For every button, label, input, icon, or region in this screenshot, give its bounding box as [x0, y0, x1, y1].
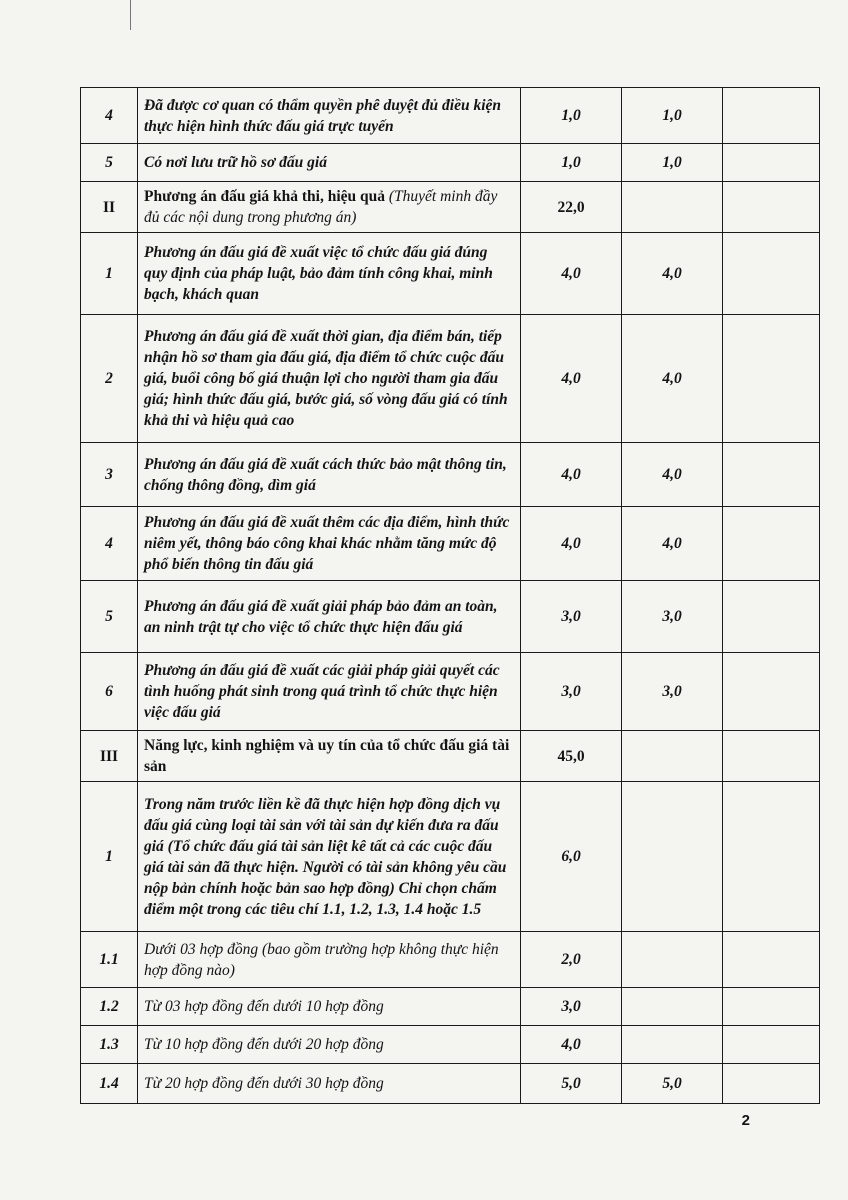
table-row — [81, 731, 820, 782]
empty-cell — [723, 653, 820, 731]
table-row — [81, 507, 820, 581]
empty-cell — [723, 731, 820, 782]
criterion-text: Có nơi lưu trữ hồ sơ đấu giá — [138, 144, 521, 182]
max-score: 4,0 — [521, 233, 622, 315]
row-number: 1 — [81, 233, 138, 315]
table-row — [81, 144, 820, 182]
criterion-text: Phương án đấu giá đề xuất giải pháp bảo đảm an toàn, an ninh trật tự cho việc tổ chức thực hiện đấu giá — [138, 581, 521, 653]
criterion-text: Từ 03 hợp đồng đến dưới 10 hợp đồng — [138, 988, 521, 1026]
max-score: 22,0 — [521, 182, 622, 233]
section-title-text: Phương án đấu giá khả thi, hiệu quả — [144, 188, 386, 205]
empty-cell — [723, 782, 820, 932]
table-row — [81, 653, 820, 731]
given-score: 4,0 — [622, 443, 723, 507]
section-title — [138, 182, 521, 233]
given-score — [622, 182, 723, 233]
criteria-table — [80, 87, 820, 1104]
row-number: 5 — [81, 144, 138, 182]
section-note: (Thuyết minh đầy đủ các nội dung trong phương án) — [144, 188, 498, 226]
empty-cell — [723, 315, 820, 443]
empty-cell — [723, 88, 820, 144]
table-row — [81, 988, 820, 1026]
criterion-text: Đã được cơ quan có thẩm quyền phê duyệt đủ điều kiện thực hiện hình thức đấu giá trực tuyến — [138, 88, 521, 144]
criterion-text: Phương án đấu giá đề xuất thêm các địa điểm, hình thức niêm yết, thông báo công khai khác nhằm tăng mức độ phổ biến thông tin đấu giá — [138, 507, 521, 581]
max-score: 4,0 — [521, 443, 622, 507]
table-row — [81, 1026, 820, 1064]
max-score: 4,0 — [521, 315, 622, 443]
empty-cell — [723, 1064, 820, 1104]
given-score — [622, 731, 723, 782]
empty-cell — [723, 443, 820, 507]
max-score: 1,0 — [521, 144, 622, 182]
table-row — [81, 581, 820, 653]
given-score: 5,0 — [622, 1064, 723, 1104]
row-number: 4 — [81, 507, 138, 581]
table-row — [81, 443, 820, 507]
given-score: 1,0 — [622, 88, 723, 144]
given-score — [622, 1026, 723, 1064]
row-number: 2 — [81, 315, 138, 443]
max-score: 4,0 — [521, 507, 622, 581]
row-number: 3 — [81, 443, 138, 507]
table-row — [81, 782, 820, 932]
empty-cell — [723, 988, 820, 1026]
given-score: 1,0 — [622, 144, 723, 182]
empty-cell — [723, 233, 820, 315]
criterion-text: Từ 10 hợp đồng đến dưới 20 hợp đồng — [138, 1026, 521, 1064]
row-number: 1.3 — [81, 1026, 138, 1064]
given-score: 3,0 — [622, 581, 723, 653]
empty-cell — [723, 1026, 820, 1064]
row-number: 1.1 — [81, 932, 138, 988]
max-score: 3,0 — [521, 653, 622, 731]
criterion-text: Trong năm trước liền kề đã thực hiện hợp đồng dịch vụ đấu giá cùng loại tài sản với tài sản dự kiến đưa ra đấu giá (Tổ chức đấu giá tài sản liệt kê tất cả các cuộc đấu giá tài sản đã thực hiện. Người có tài sản không yêu cầu nộp bản chính hoặc bản sao hợp đồng) Chỉ chọn chấm điểm một trong các tiêu chí 1.1, 1.2, 1.3, 1.4 hoặc 1.5 — [138, 782, 521, 932]
given-score: 4,0 — [622, 233, 723, 315]
table-row — [81, 932, 820, 988]
max-score: 6,0 — [521, 782, 622, 932]
max-score: 2,0 — [521, 932, 622, 988]
max-score: 4,0 — [521, 1026, 622, 1064]
section-number: III — [81, 731, 138, 782]
given-score: 3,0 — [622, 653, 723, 731]
row-number: 6 — [81, 653, 138, 731]
criterion-text: Phương án đấu giá đề xuất thời gian, địa điểm bán, tiếp nhận hồ sơ tham gia đấu giá, địa điểm tổ chức cuộc đấu giá, buổi công bố giá thuận lợi cho người tham gia đấu giá; hình thức đấu giá, bước giá, số vòng đấu giá có tính khả thi và hiệu quả cao — [138, 315, 521, 443]
max-score: 45,0 — [521, 731, 622, 782]
empty-cell — [723, 144, 820, 182]
max-score: 5,0 — [521, 1064, 622, 1104]
section-title: Năng lực, kinh nghiệm và uy tín của tổ chức đấu giá tài sản — [138, 731, 521, 782]
table-row — [81, 233, 820, 315]
given-score — [622, 782, 723, 932]
row-number: 1.2 — [81, 988, 138, 1026]
criterion-text: Từ 20 hợp đồng đến dưới 30 hợp đồng — [138, 1064, 521, 1104]
max-score: 3,0 — [521, 988, 622, 1026]
table-row — [81, 1064, 820, 1104]
empty-cell — [723, 581, 820, 653]
max-score: 1,0 — [521, 88, 622, 144]
given-score — [622, 932, 723, 988]
table-row — [81, 315, 820, 443]
section-number: II — [81, 182, 138, 233]
empty-cell — [723, 932, 820, 988]
criterion-text: Phương án đấu giá đề xuất cách thức bảo mật thông tin, chống thông đồng, dìm giá — [138, 443, 521, 507]
criterion-text: Phương án đấu giá đề xuất các giải pháp giải quyết các tình huống phát sinh trong quá trình tổ chức thực hiện việc đấu giá — [138, 653, 521, 731]
given-score — [622, 988, 723, 1026]
row-number: 4 — [81, 88, 138, 144]
scan-artifact-line — [130, 0, 131, 30]
empty-cell — [723, 182, 820, 233]
row-number: 1.4 — [81, 1064, 138, 1104]
given-score: 4,0 — [622, 507, 723, 581]
given-score: 4,0 — [622, 315, 723, 443]
criterion-text: Phương án đấu giá đề xuất việc tổ chức đấu giá đúng quy định của pháp luật, bảo đảm tính công khai, minh bạch, khách quan — [138, 233, 521, 315]
max-score: 3,0 — [521, 581, 622, 653]
row-number: 5 — [81, 581, 138, 653]
page-number: 2 — [741, 1112, 750, 1129]
row-number: 1 — [81, 782, 138, 932]
empty-cell — [723, 507, 820, 581]
criterion-text: Dưới 03 hợp đồng (bao gồm trường hợp không thực hiện hợp đồng nào) — [138, 932, 521, 988]
table-row — [81, 88, 820, 144]
table-row — [81, 182, 820, 233]
